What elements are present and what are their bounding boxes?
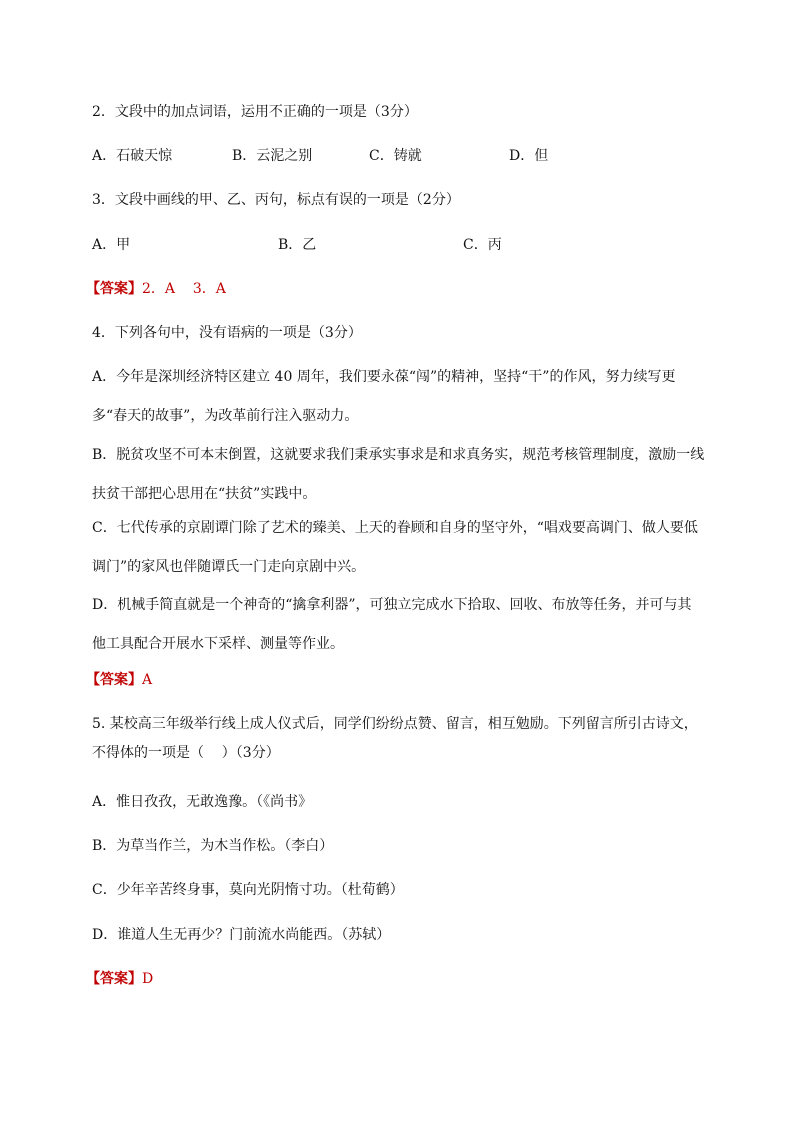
question-2-stem: 2．文段中的加点词语，运用不正确的一项是（3分）	[92, 104, 418, 120]
question-5-option-c: C．少年辛苦终身事，莫向光阴惰寸功。（杜荀鹤）	[92, 882, 404, 898]
question-2-option-d: D．但	[509, 148, 549, 164]
question-4-option-a	[92, 367, 704, 426]
answer-value: 2．A 3．A	[142, 281, 226, 297]
stem-line: 不得体的一项是（ ）（3分）	[92, 745, 280, 761]
question-4-stem: 4．下列各句中，没有语病的一项是（3分）	[92, 325, 362, 341]
option-line: 扶贫干部把心思用在“扶贫”实践中。	[92, 486, 317, 502]
question-3-option-c: C．丙	[463, 237, 502, 253]
answer-value: D	[142, 971, 154, 987]
option-line: 他工具配合开展水下采样、测量等作业。	[92, 636, 344, 652]
option-line: 多“春天的故事”，为改革前行注入驱动力。	[92, 408, 359, 424]
option-line: B．脱贫攻坚不可本末倒置，这就要求我们秉承实事求是和求真务实，规范考核管理制度，激励一线	[92, 447, 705, 463]
question-5-stem	[92, 714, 704, 763]
question-3-option-a: A．甲	[92, 237, 131, 253]
answer-label: 【答案】	[86, 971, 142, 987]
answer-5	[86, 969, 153, 989]
question-4-option-c	[92, 518, 704, 577]
answer-label: 【答案】	[86, 672, 142, 688]
question-5-option-a: A．惟日孜孜，无敢逸豫。（《尚书》	[92, 794, 313, 810]
question-2-option-a: A．石破天惊	[92, 148, 173, 164]
answer-value: A	[142, 672, 153, 688]
question-3-option-b: B．乙	[278, 237, 317, 253]
question-3-stem: 3．文段中画线的甲、乙、丙句，标点有误的一项是（2分）	[92, 192, 460, 208]
option-line: 调门”的家风也伴随谭氏一门走向京剧中兴。	[92, 559, 366, 575]
question-4-option-b	[92, 445, 704, 504]
answer-4	[86, 670, 152, 690]
answer-label: 【答案】	[86, 281, 142, 297]
stem-line: 5. 某校高三年级举行线上成人仪式后，同学们纷纷点赞、留言，相互勉励。下列留言所引古诗文，	[92, 716, 698, 732]
question-2-option-c: C．铸就	[369, 148, 422, 164]
question-5-option-d: D．谁道人生无再少？门前流水尚能西。（苏轼）	[92, 927, 391, 943]
option-line: D．机械手简直就是一个神奇的“擒拿利器”，可独立完成水下拾取、回收、布放等任务，并可与其	[92, 597, 692, 613]
option-line: A．今年是深圳经济特区建立 40 周年，我们要永葆“闯”的精神，坚持“干”的作风，努力续写更	[92, 369, 676, 385]
question-5-option-b: B．为草当作兰，为木当作松。（李白）	[92, 838, 334, 854]
option-line: C．七代传承的京剧谭门除了艺术的臻美、上天的眷顾和自身的坚守外，“唱戏要高调门、做人要低	[92, 520, 698, 536]
question-2-option-b: B．云泥之别	[232, 148, 313, 164]
question-4-option-d	[92, 595, 704, 654]
answer-2-3	[86, 279, 226, 299]
